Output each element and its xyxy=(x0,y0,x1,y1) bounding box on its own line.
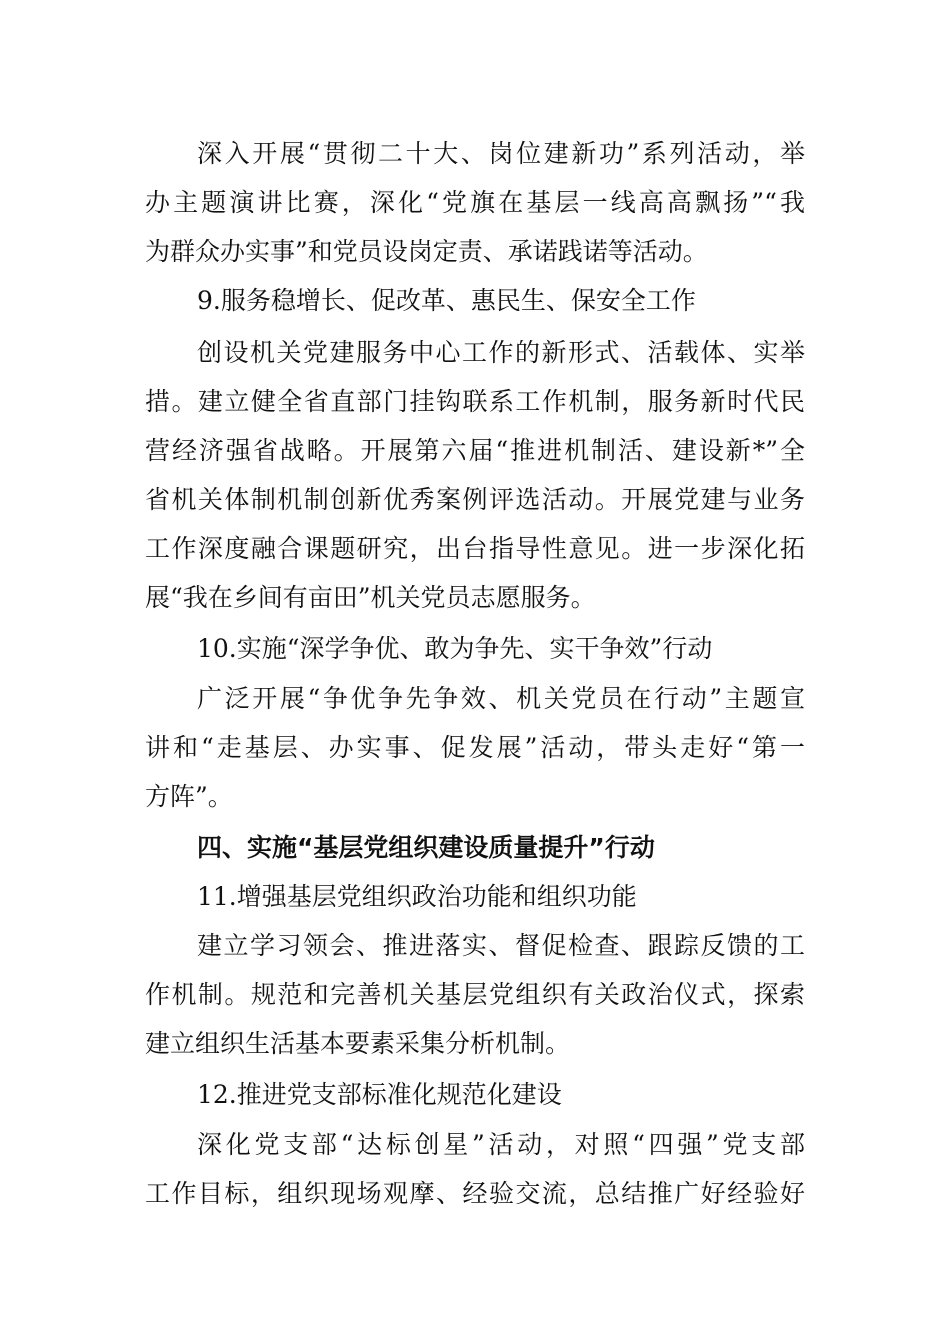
paragraph-line: 讲和“走基层、办实事、促发展”活动，带头走好“第一 xyxy=(145,733,805,762)
paragraph-line: 建立组织生活基本要素采集分析机制。 xyxy=(145,1029,571,1058)
paragraph-line: 工作深度融合课题研究，出台指导性意见。进一步深化拓 xyxy=(145,534,805,563)
paragraph-line: 营经济强省战略。开展第六届“推进机制活、建设新*”全 xyxy=(145,436,805,465)
paragraph-line: 创设机关党建服务中心工作的新形式、活载体、实举 xyxy=(197,338,805,367)
paragraph-line: 办主题演讲比赛，深化“党旗在基层一线高高飘扬”“我 xyxy=(145,188,805,217)
section-heading: 11.增强基层党组织政治功能和组织功能 xyxy=(197,882,637,911)
paragraph-line: 深入开展“贯彻二十大、岗位建新功”系列活动，举 xyxy=(197,139,805,168)
section-heading: 10.实施“深学争优、敢为争先、实干争效”行动 xyxy=(197,634,713,663)
paragraph-line: 广泛开展“争优争先争效、机关党员在行动”主题宣 xyxy=(197,684,805,713)
paragraph-line: 措。建立健全省直部门挂钩联系工作机制，服务新时代民 xyxy=(145,387,805,416)
chapter-heading: 四、实施“基层党组织建设质量提升”行动 xyxy=(197,833,655,862)
paragraph-line: 展“我在乡间有亩田”机关党员志愿服务。 xyxy=(145,583,596,612)
paragraph-line: 作机制。规范和完善机关基层党组织有关政治仪式，探索 xyxy=(145,980,805,1009)
paragraph-line: 建立学习领会、推进落实、督促检查、跟踪反馈的工 xyxy=(197,931,805,960)
section-heading: 9.服务稳增长、促改革、惠民生、保安全工作 xyxy=(197,286,696,315)
paragraph-line: 为群众办实事”和党员设岗定责、承诺践诺等活动。 xyxy=(145,237,708,266)
paragraph-line: 工作目标，组织现场观摩、经验交流，总结推广好经验好 xyxy=(145,1179,805,1208)
paragraph-line: 深化党支部“达标创星”活动，对照“四强”党支部 xyxy=(197,1130,805,1159)
section-heading: 12.推进党支部标准化规范化建设 xyxy=(197,1080,562,1109)
paragraph-line: 省机关体制机制创新优秀案例评选活动。开展党建与业务 xyxy=(145,485,805,514)
paragraph-line: 方阵”。 xyxy=(145,782,233,811)
